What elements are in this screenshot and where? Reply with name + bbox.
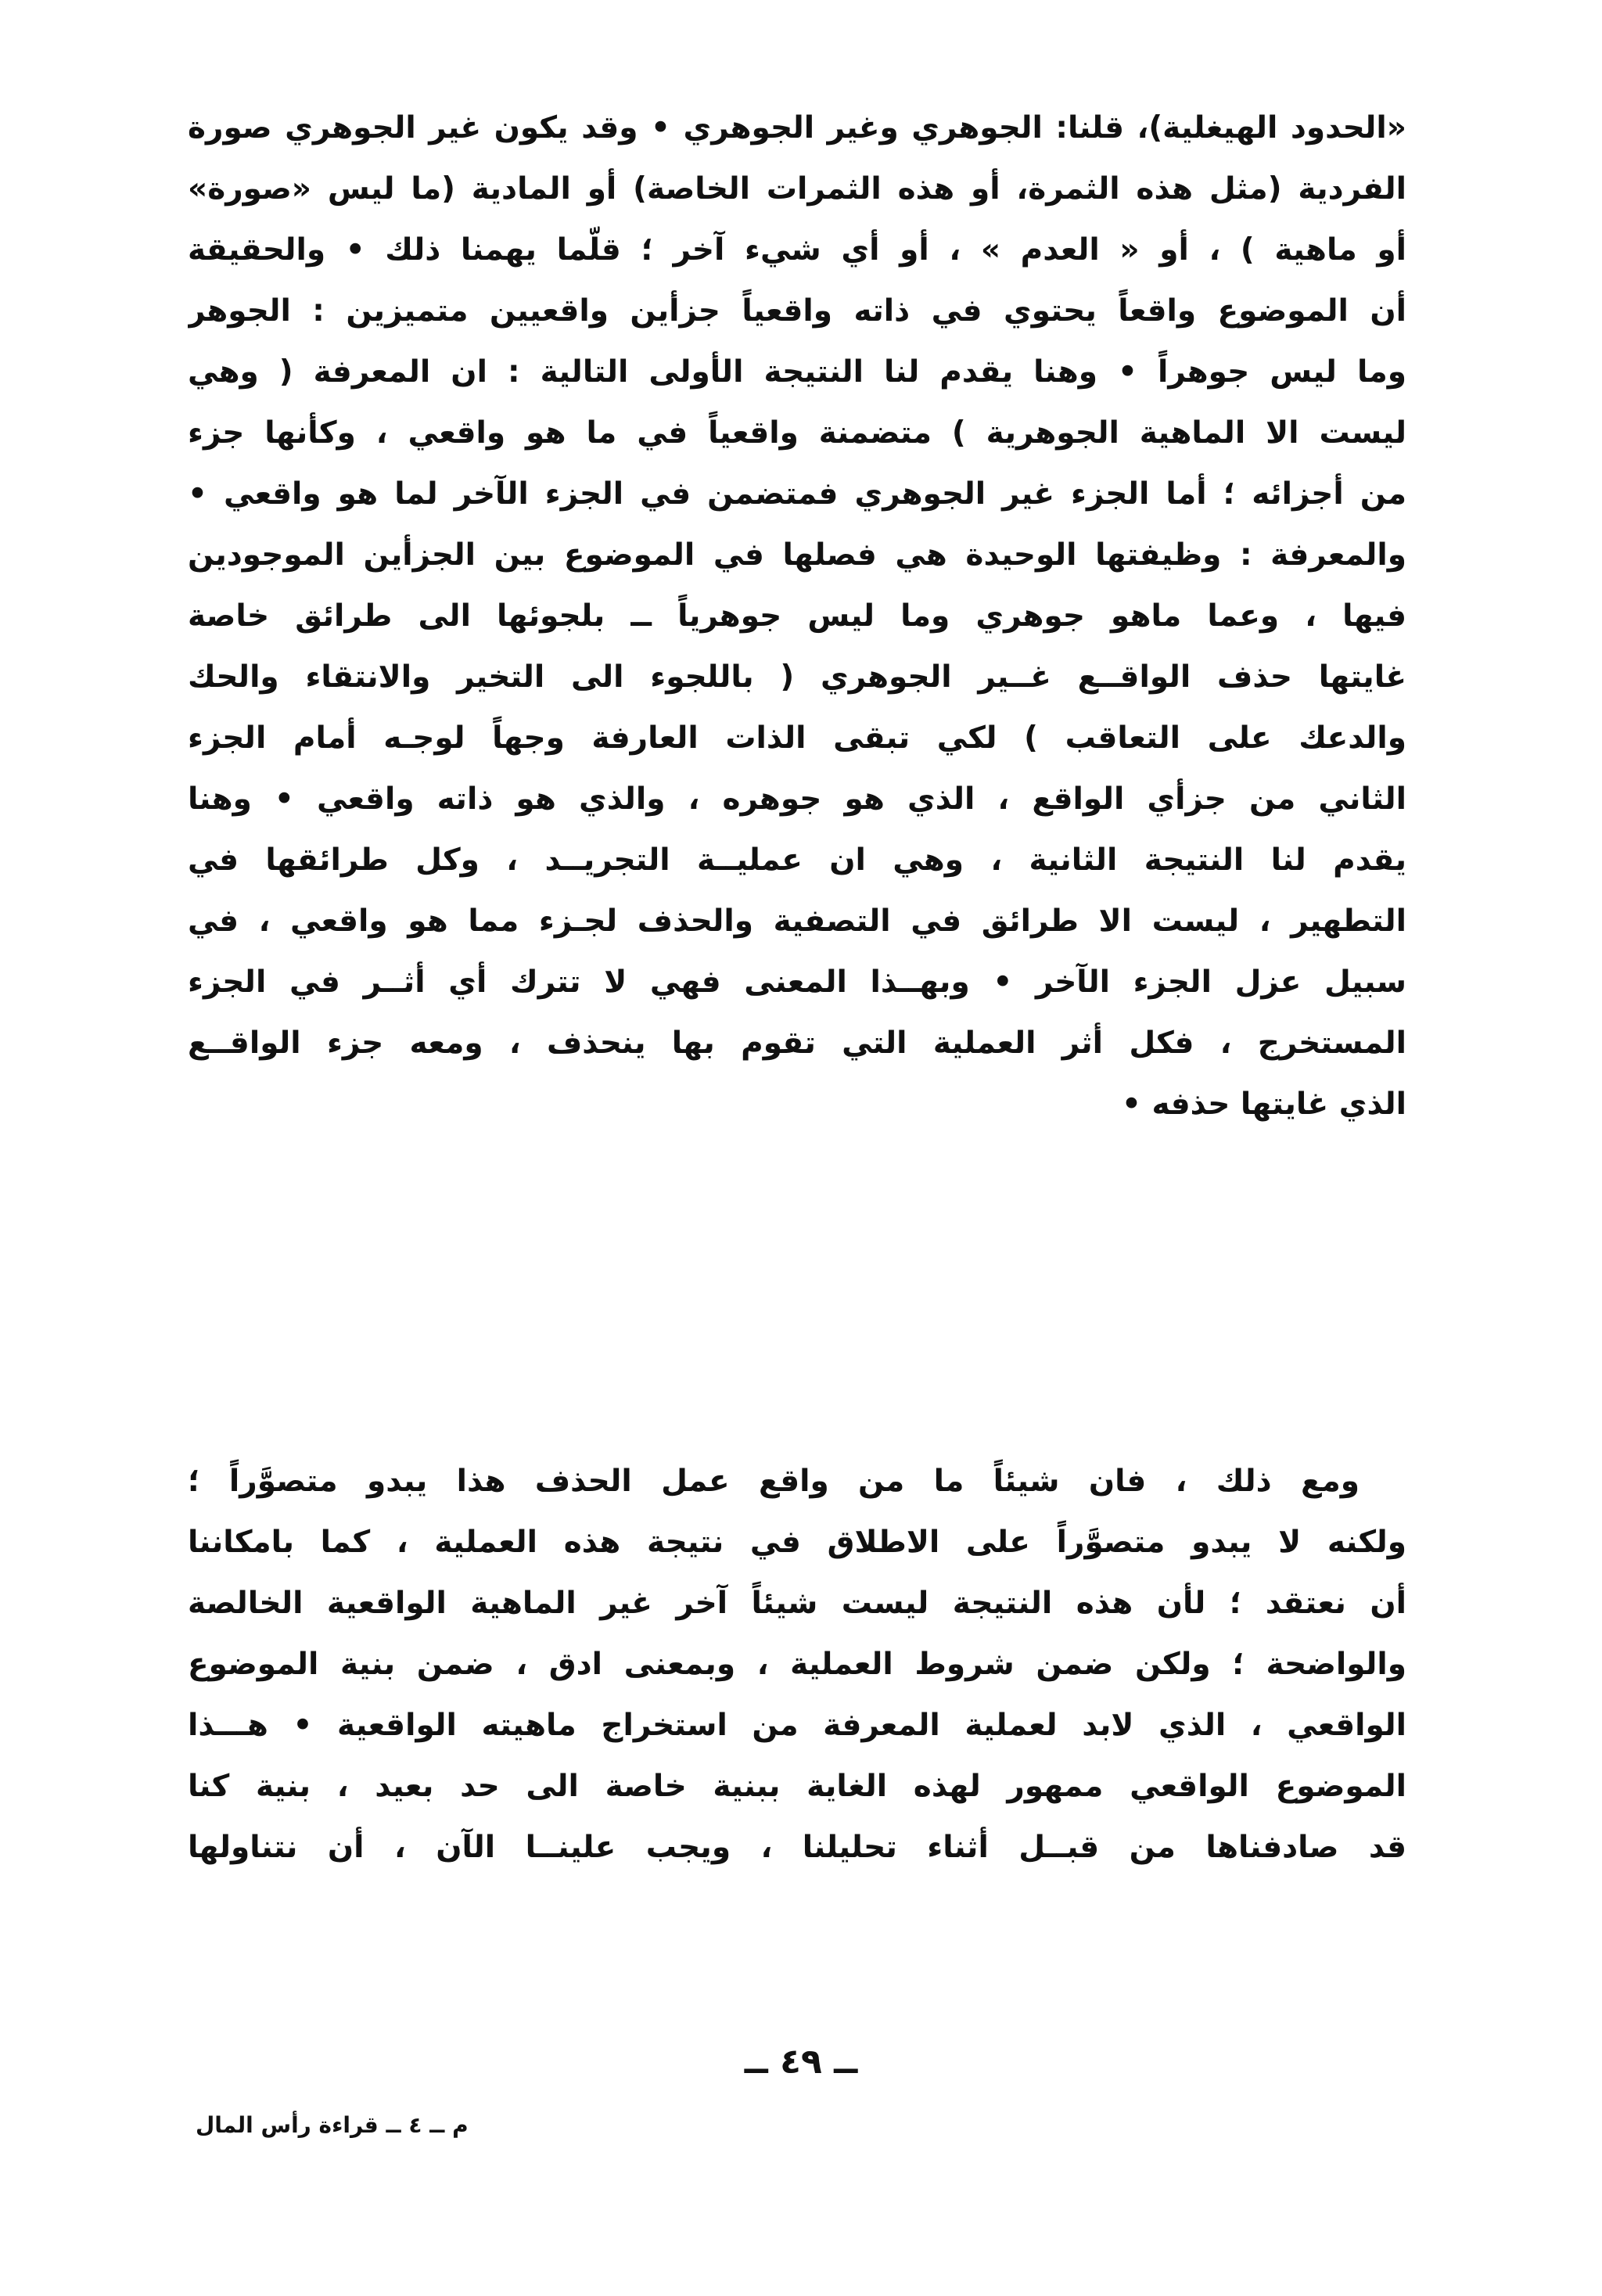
text-line: غايتها حذف الواقــع غــير الجوهري ( باللجوء الى التخير والانتقاء والحك xyxy=(188,659,1406,695)
text-line: الذي غايتها حذفه • xyxy=(1121,1087,1406,1122)
text-line: المستخرج ، فكل أثر العملية التي تقوم بها ينحذف ، ومعه جزء الواقــع xyxy=(188,1026,1406,1061)
text-line: سبيل عزل الجزء الآخر • وبهــذا المعنى فهي لا تترك أي أثــر في الجزء xyxy=(188,965,1406,1000)
text-line: والدعك على التعاقب ) لكي تبقى الذات العارفة وجهاً لوجـه أمام الجزء xyxy=(188,720,1406,756)
text-line: أو ماهية ) ، أو « العدم » ، أو أي شيء آخر ؛ قلّما يهمنا ذلك • والحقيقة xyxy=(188,232,1406,268)
text-line: الموضوع الواقعي ممهور لهذه الغاية ببنية خاصة الى حد بعيد ، بنية كنا xyxy=(188,1769,1406,1804)
footer-note: م ــ ٤ ــ قراءة رأس المال xyxy=(196,2112,469,2138)
text-line: أن نعتقد ؛ لأن هذه النتيجة ليست شيئاً آخر غير الماهية الواقعية الخالصة xyxy=(188,1586,1406,1621)
text-line: «الحدود الهيغلية)، قلنا: الجوهري وغير الجوهري • وقد يكون غير الجوهري صورة xyxy=(188,110,1406,146)
text-line: يقدم لنا النتيجة الثانية ، وهي ان عمليــة التجريــد ، وكل طرائقها في xyxy=(188,843,1406,878)
text-line: فيها ، وعما ماهو جوهري وما ليس جوهرياً ــ بلجوئها الى طرائق خاصة xyxy=(188,598,1406,634)
text-line: ومع ذلك ، فان شيئاً ما من واقع عمل الحذف هذا يبدو متصوَّراً ؛ xyxy=(188,1464,1360,1499)
text-line: وما ليس جوهراً • وهنا يقدم لنا النتيجة الأولى التالية : ان المعرفة ( وهي xyxy=(188,354,1406,390)
text-line: الثاني من جزأي الواقع ، الذي هو جوهره ، والذي هو ذاته واقعي • وهنا xyxy=(188,782,1406,817)
paragraph-2 xyxy=(188,1451,1406,1878)
text-line: ليست الا الماهية الجوهرية ) متضمنة واقعياً في ما هو واقعي ، وكأنها جزء xyxy=(188,415,1406,451)
page-number: ــ ٤٩ ــ xyxy=(744,2042,858,2082)
text-line: ولكنه لا يبدو متصوَّراً على الاطلاق في نتيجة هذه العملية ، كما بامكاننا xyxy=(188,1525,1406,1560)
text-line: والواضحة ؛ ولكن ضمن شروط العملية ، وبمعنى ادق ، ضمن بنية الموضوع xyxy=(188,1647,1406,1682)
text-line: أن الموضوع واقعاً يحتوي في ذاته واقعياً جزأين واقعيين متميزين : الجوهر xyxy=(188,293,1406,329)
text-line: والمعرفة : وظيفتها الوحيدة هي فصلها في الموضوع بين الجزأين الموجودين xyxy=(188,537,1406,573)
text-line: الفردية (مثل هذه الثمرة، أو هذه الثمرات الخاصة) أو المادية (ما ليس «صورة» xyxy=(188,171,1406,207)
text-line: الواقعي ، الذي لابد لعملية المعرفة من استخراج ماهيته الواقعية • هـــذا xyxy=(188,1708,1406,1743)
text-line: قد صادفناها من قبــل أثناء تحليلنا ، ويجب علينــا الآن ، أن نتناولها xyxy=(188,1830,1406,1865)
paragraph-1 xyxy=(188,98,1406,1135)
text-line: التطهير ، ليست الا طرائق في التصفية والحذف لجـزء مما هو واقعي ، في xyxy=(188,904,1406,939)
text-line: من أجزائه ؛ أما الجزء غير الجوهري فمتضمن في الجزء الآخر لما هو واقعي • xyxy=(188,476,1406,512)
